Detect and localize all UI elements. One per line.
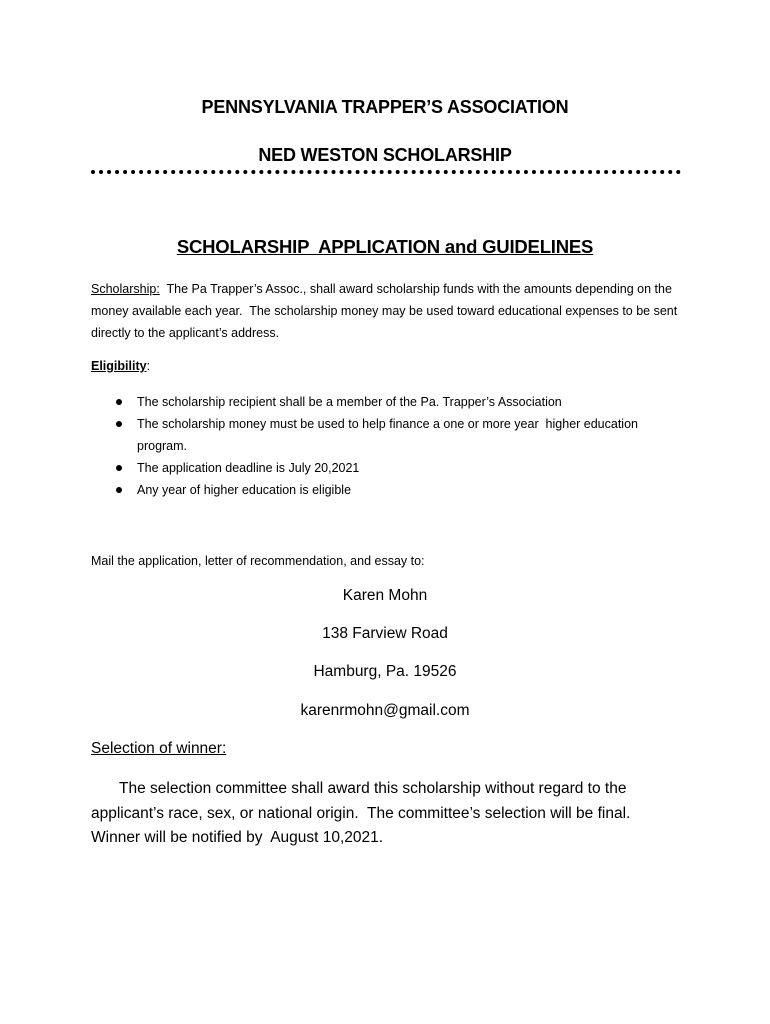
organization-heading: PENNSYLVANIA TRAPPER’S ASSOCIATION (201, 97, 569, 117)
address-email: karenrmohn@gmail.com (300, 702, 470, 719)
address-street: 138 Farview Road (322, 625, 448, 642)
list-item (91, 391, 651, 413)
address-city: Hamburg, Pa. 19526 (313, 663, 457, 680)
bullet-icon (116, 487, 122, 493)
selection-paragraph (91, 777, 681, 851)
eligibility-item-text: The application deadline is July 20,2021 (137, 461, 360, 475)
mail-instruction: Mail the application, letter of recommendation, and essay to: (91, 554, 425, 568)
list-item (91, 413, 651, 457)
scholarship-label: Scholarship: (91, 282, 160, 296)
selection-heading: Selection of winner: (91, 740, 227, 757)
page-title: SCHOLARSHIP APPLICATION and GUIDELINES (176, 236, 594, 257)
scholarship-name-heading: NED WESTON SCHOLARSHIP (258, 145, 512, 165)
list-item (91, 457, 651, 479)
eligibility-list (91, 391, 651, 501)
eligibility-item-text: The scholarship money must be used to help finance a one or more year higher education program. (137, 417, 642, 453)
eligibility-label: Eligibility (91, 359, 147, 373)
scholarship-paragraph (91, 278, 691, 344)
eligibility-colon: : (146, 359, 151, 373)
scholarship-text: The Pa Trapper’s Assoc., shall award scholarship funds with the amounts depending on the money available each year. The scholarship money may be used toward educational expenses to be sent directly to the applicant’s address. (91, 282, 681, 340)
selection-text: The selection committee shall award this scholarship without regard to the applicant’s race, sex, or national origin. The committee’s selection will be final. Winner will be notified by August 10,2021. (91, 780, 639, 846)
eligibility-heading (91, 355, 691, 377)
bullet-icon (116, 421, 122, 427)
dotted-divider (91, 170, 681, 174)
eligibility-item-text: The scholarship recipient shall be a member of the Pa. Trapper’s Association (137, 395, 562, 409)
list-item (91, 479, 651, 501)
bullet-icon (116, 399, 122, 405)
address-name: Karen Mohn (342, 587, 428, 604)
eligibility-item-text: Any year of higher education is eligible (137, 483, 352, 497)
bullet-icon (116, 465, 122, 471)
